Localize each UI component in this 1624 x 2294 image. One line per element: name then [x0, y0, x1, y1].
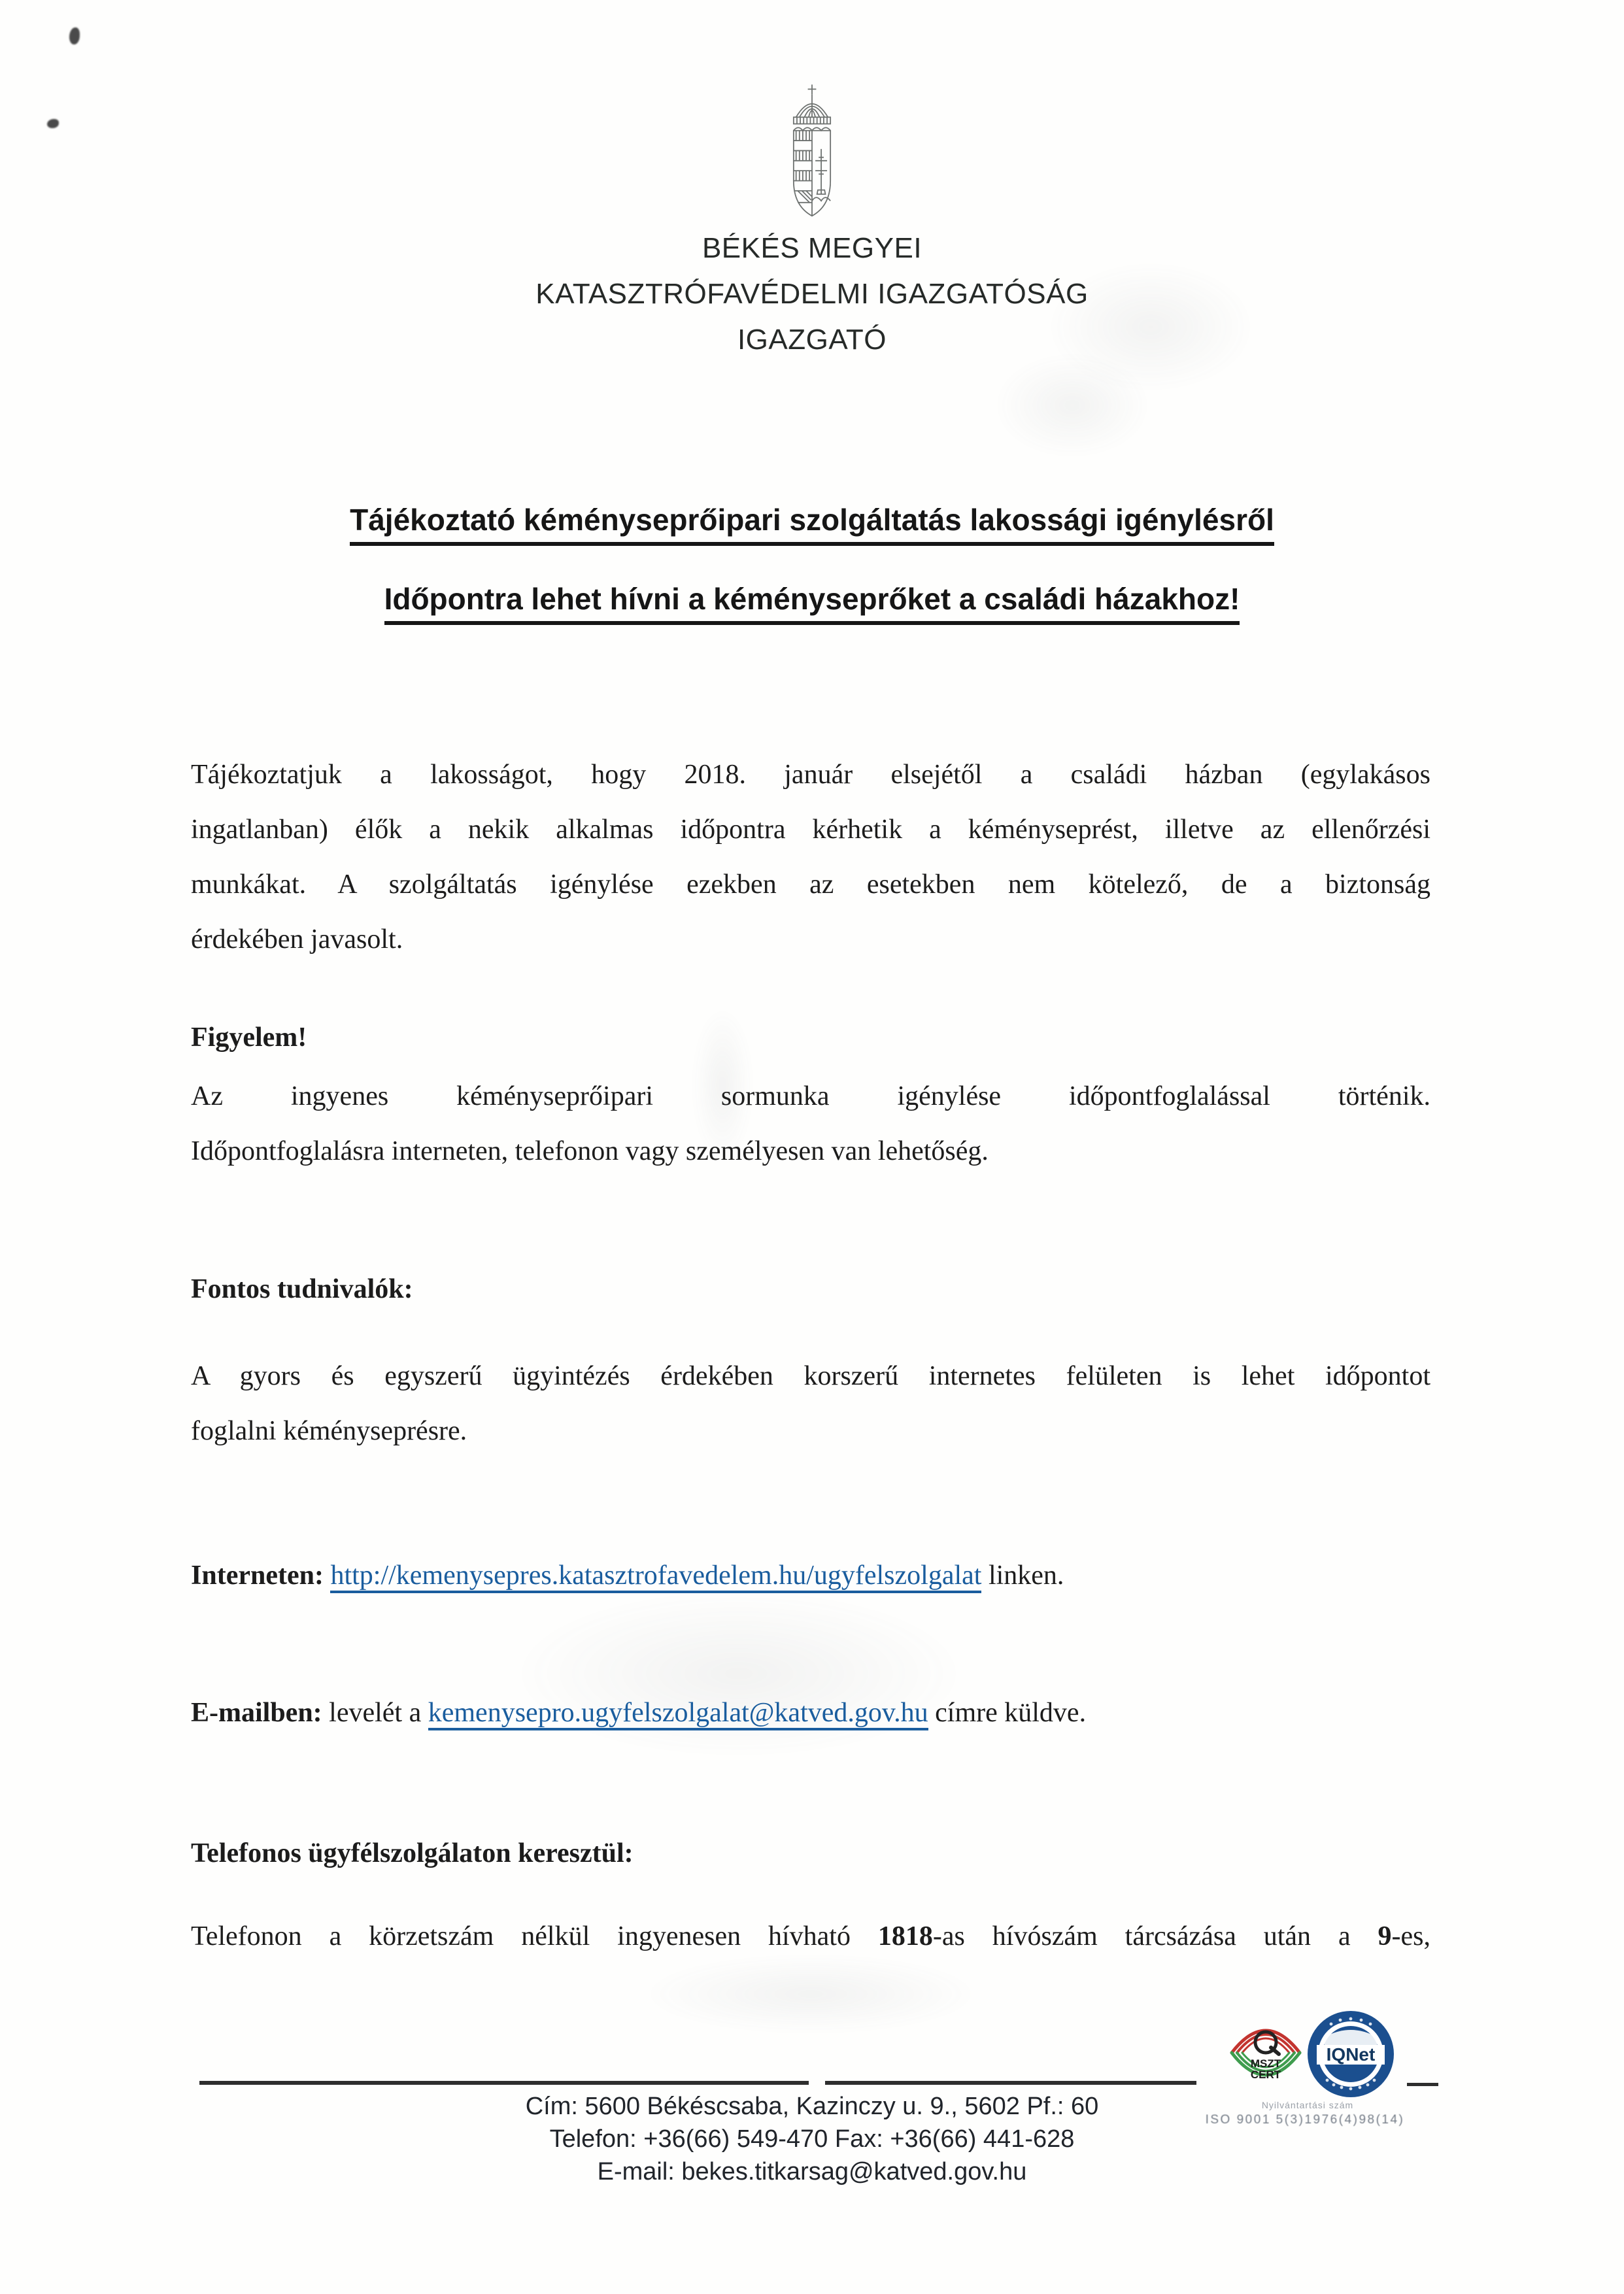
scan-speck [47, 119, 59, 128]
email-line [191, 1685, 1430, 1740]
footer-email: E-mail: bekes.titkarsag@katved.gov.hu [597, 2158, 1027, 2185]
footer-address: Cím: 5600 Békéscsaba, Kazinczy u. 9., 5602 Pf.: 60 [525, 2093, 1099, 2120]
paragraph-segment: Telefonon a körzetszám nélkül ingyenesen hívható [191, 1921, 878, 1951]
phone-heading: Telefonos ügyfélszolgálaton keresztül: [191, 1838, 634, 1868]
important-paragraph [191, 1349, 1430, 1459]
footer-phone-fax: Telefon: +36(66) 549-470 Fax: +36(66) 441-628 [549, 2125, 1075, 2153]
intro-paragraph [191, 747, 1430, 967]
cert-iso-number: ISO 9001 5(3)1976(4)98(14) [1205, 2113, 1405, 2127]
cert-text: CERT [1250, 2068, 1281, 2081]
internet-label: Interneten: [191, 1560, 324, 1591]
paragraph-line: Tájékoztatjuk a lakosságot, hogy 2018. január elsejétől a családi házban (egylakásos [191, 760, 1430, 790]
scan-speck [69, 27, 80, 44]
org-name-line1: BÉKÉS MEGYEI [702, 232, 922, 264]
mszt-cert-logo [1226, 2011, 1305, 2102]
org-header [0, 226, 1624, 363]
doc-title-line2: Időpontra lehet hívni a kéményseprőket a családi házakhoz! [0, 581, 1624, 625]
iqnet-logo [1305, 2008, 1396, 2103]
phone-paragraph [191, 1909, 1430, 1964]
mszt-text: MSZT [1250, 2057, 1281, 2070]
org-role: IGAZGATÓ [737, 324, 887, 356]
email-label: E-mailben: [191, 1698, 322, 1728]
footer-rule-left [199, 2081, 809, 2085]
paragraph-line: A gyors és egyszerű ügyintézés érdekében korszerű internetes felületen is lehet időpontot [191, 1361, 1430, 1391]
attention-heading: Figyelem! [191, 1022, 307, 1053]
menu-digit-9: 9 [1378, 1921, 1392, 1951]
internet-line [191, 1548, 1430, 1603]
footer-rule-dash [1407, 2083, 1438, 2086]
paragraph-line: érdekében javasolt. [191, 924, 403, 954]
scan-smudge [994, 353, 1151, 458]
attention-paragraph [191, 1069, 1430, 1179]
org-name-line2: KATASZTRÓFAVÉDELMI IGAZGATÓSÁG [535, 278, 1089, 310]
paragraph-line: Időpontfoglalásra interneten, telefonon vagy személyesen van lehetőség. [191, 1136, 989, 1166]
email-address-link[interactable]: kemenysepro.ugyfelszolgalat@katved.gov.hu [428, 1698, 928, 1730]
iqnet-text: IQNet [1326, 2044, 1376, 2065]
scan-smudge [641, 1955, 981, 2033]
paragraph-line: ingatlanban) élők a nekik alkalmas időpontra kérhetik a kéményseprést, illetve az ellenőrzési [191, 815, 1430, 845]
paragraph-line: munkákat. A szolgáltatás igénylése ezekben az esetekben nem kötelező, de a biztonság [191, 869, 1430, 900]
doc-title-line1: Tájékoztató kéményseprőipari szolgáltatás lakossági igénylésről [0, 502, 1624, 546]
phone-number-1818: 1818 [877, 1921, 933, 1951]
paragraph-line: foglalni kéményseprésre. [191, 1416, 467, 1446]
hungary-coat-of-arms-icon [770, 84, 854, 224]
paragraph-segment: -es, [1391, 1921, 1430, 1951]
important-heading: Fontos tudnivalók: [191, 1274, 413, 1304]
paragraph-segment: -as hívószám tárcsázása után a [932, 1921, 1378, 1951]
internet-suffix: linken. [981, 1560, 1064, 1591]
paragraph-line: Az ingyenes kéményseprőipari sormunka igénylése időpontfoglalással történik. [191, 1081, 1430, 1111]
email-prefix: levelét a [329, 1698, 428, 1728]
footer-rule-right [825, 2081, 1196, 2085]
cert-registration-label: Nyilvántartási szám [1261, 2100, 1354, 2110]
web-booking-link[interactable]: http://kemenysepres.katasztrofavedelem.hu/ugyfelszolgalat [330, 1560, 981, 1593]
email-suffix: címre küldve. [928, 1698, 1087, 1728]
